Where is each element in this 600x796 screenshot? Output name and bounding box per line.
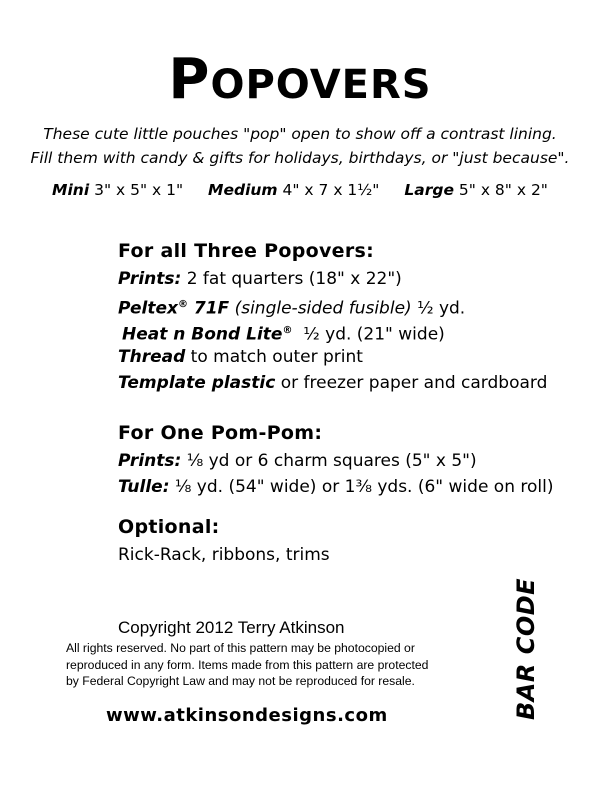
size-medium — [208, 180, 379, 200]
barcode-placeholder: BAR CODE — [512, 577, 540, 720]
supply-text: to match outer print — [190, 347, 363, 367]
size-mini — [52, 180, 183, 200]
title-rest: OPOVERS — [210, 62, 432, 108]
supply-text: ½ yd. (21" wide) — [303, 324, 445, 345]
intro-line-2: Fill them with candy & gifts for holidays, birthdays, or "just because". — [30, 149, 570, 167]
supply-text: ½ yd. — [417, 298, 466, 319]
intro-line-1: These cute little pouches "pop" open to show off a contrast lining. — [43, 125, 557, 143]
pom-pom-tulle — [118, 476, 553, 498]
pom-pom-prints — [118, 450, 477, 472]
supply-label: Peltex — [118, 298, 178, 319]
supply-label: Thread — [118, 347, 186, 367]
copyright-title: Copyright 2012 Terry Atkinson — [118, 618, 345, 637]
supply-template — [118, 372, 547, 394]
supply-peltex — [118, 294, 465, 320]
optional-items: Rick-Rack, ribbons, trims — [118, 545, 330, 565]
supply-text: 2 fat quarters (18" x 22") — [186, 269, 402, 289]
supply-text: or freezer paper and cardboard — [280, 373, 548, 393]
registered-mark: ® — [177, 299, 188, 310]
supply-label: Heat n Bond Lite — [122, 324, 283, 345]
size-dims: 5" x 8" x 2" — [458, 181, 548, 199]
supply-thread — [118, 346, 363, 368]
copyright-line-1: All rights reserved. No part of this pattern may be photocopied or — [66, 641, 415, 655]
size-label: Medium — [208, 181, 278, 199]
size-list — [0, 180, 600, 200]
heading-all-three: For all Three Popovers: — [118, 240, 375, 262]
copyright-notice — [66, 640, 446, 690]
supply-label-suffix: 71F — [187, 298, 230, 319]
heading-pom-pom: For One Pom-Pom: — [118, 422, 323, 444]
copyright-line-3: by Federal Copyright Law and may not be reproduced for resale. — [66, 674, 415, 688]
title-initial: P — [168, 47, 211, 112]
heading-optional: Optional: — [118, 516, 220, 538]
supply-label: Tulle: — [118, 477, 170, 497]
supply-label: Prints: — [118, 269, 182, 289]
page-title — [0, 47, 600, 113]
size-large — [404, 180, 548, 200]
website-url: www.atkinsondesigns.com — [106, 705, 388, 726]
size-dims: 3" x 5" x 1" — [94, 181, 184, 199]
size-label: Mini — [52, 181, 90, 199]
registered-mark: ® — [282, 325, 293, 336]
size-dims: 4" x 7 x 1½" — [282, 181, 380, 199]
copyright-line-2: reproduced in any form. Items made from this pattern are protected — [66, 657, 429, 672]
supply-text: ⅛ yd. (54" wide) or 1⅜ yds. (6" wide on roll) — [174, 477, 554, 497]
supply-prints — [118, 268, 402, 290]
size-label: Large — [404, 181, 454, 199]
supply-note: (single-sided fusible) — [234, 298, 412, 319]
supply-label: Prints: — [118, 451, 182, 471]
supply-text: ⅛ yd or 6 charm squares (5" x 5") — [186, 451, 477, 471]
supply-heat-n-bond — [122, 320, 445, 346]
supply-label: Template plastic — [118, 373, 276, 393]
